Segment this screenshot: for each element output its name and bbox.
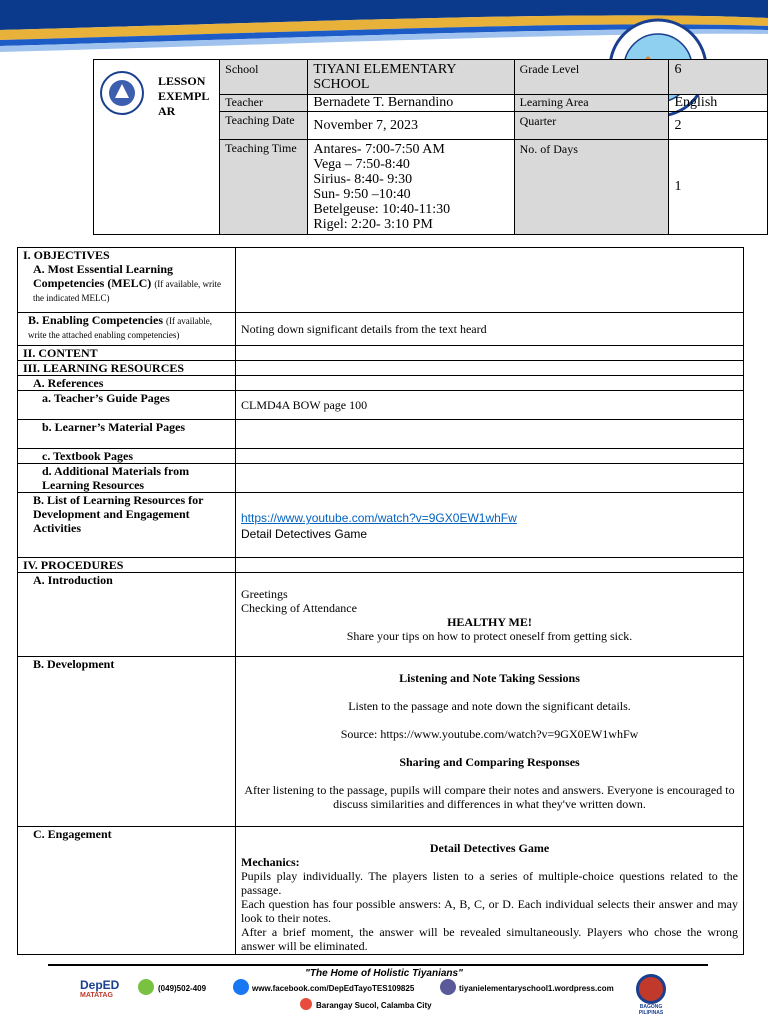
enabling-note: (If available, write the attached enabling competencies) <box>28 316 212 340</box>
lm-label: b. Learner’s Material Pages <box>18 420 236 449</box>
teacher-value: Bernadete T. Bernandino <box>308 95 514 112</box>
eng-para: After a brief moment, the answer will be revealed simultaneously. Players who chose the wrong answer will be eliminated. <box>241 925 738 953</box>
date-label: Teaching Date <box>220 112 308 140</box>
footer-motto: "The Home of Holistic Tiyanians" <box>305 968 463 979</box>
content-value <box>236 346 744 361</box>
area-value: English <box>669 95 768 112</box>
title-cell <box>94 60 220 235</box>
youtube-link[interactable]: https://www.youtube.com/watch?v=9GX0EW1whFw <box>241 511 517 525</box>
resources-heading: III. LEARNING RESOURCES <box>18 361 236 376</box>
engagement-label: C. Engagement <box>18 827 236 955</box>
eng-para: Each question has four possible answers: A, B, C, or D. Each individual selects their answer and may look to their notes. <box>241 897 738 925</box>
bagong-text: BAGONG PILIPINAS <box>638 1004 664 1016</box>
melc-value <box>236 248 744 313</box>
days-label: No. of Days <box>514 140 669 235</box>
footer-facebook[interactable]: www.facebook.com/DepEdTayoTES109825 <box>252 984 415 993</box>
footer-phone: (049)502-409 <box>158 984 207 993</box>
lesson-body-table <box>17 247 744 955</box>
title-line-2: EXEMPL <box>158 89 210 103</box>
title-line-3: AR <box>158 104 176 118</box>
dev-source: Source: https://www.youtube.com/watch?v=9GX0EW1whFw <box>340 727 639 741</box>
eng-para: Pupils play individually. The players listen to a series of multiple-choice questions related to the passage. <box>241 869 738 897</box>
facebook-icon <box>233 979 249 995</box>
references-value <box>236 376 744 391</box>
footer-divider <box>48 964 708 966</box>
tg-value: CLMD4A BOW page 100 <box>236 391 744 420</box>
area-label: Learning Area <box>514 95 669 112</box>
time-line: Rigel: 2:20- 3:10 PM <box>313 217 433 232</box>
dev-title-2: Sharing and Comparing Responses <box>399 755 580 769</box>
grade-label: Grade Level <box>514 60 669 95</box>
references-label: A. References <box>18 376 236 391</box>
title-line-1: LESSON <box>158 74 206 88</box>
bagong-pilipinas-logo <box>632 974 670 1020</box>
footer-website[interactable]: tiyanielementaryschool1.wordpress.com <box>459 984 614 993</box>
list-text: Detail Detectives Game <box>241 527 368 541</box>
dev-text-2: After listening to the passage, pupils will compare their notes and answers. Everyone is encouraged to discuss similarities and differences in what they've written down. <box>244 783 735 811</box>
school-label: School <box>220 60 308 95</box>
time-line: Sun- 9:50 –10:40 <box>313 187 411 202</box>
additional-label: d. Additional Materials from Learning Resources <box>18 464 236 493</box>
procedures-heading: IV. PROCEDURES <box>18 558 236 573</box>
date-value: November 7, 2023 <box>308 112 514 140</box>
quarter-value: 2 <box>669 112 768 140</box>
intro-value <box>236 573 744 657</box>
location-icon <box>300 998 312 1010</box>
resources-value <box>236 361 744 376</box>
deped-seal-logo <box>99 70 145 116</box>
enabling-label: B. Enabling Competencies <box>28 313 164 327</box>
tb-label: c. Textbook Pages <box>18 449 236 464</box>
enabling-value: Noting down significant details from the text heard <box>236 313 744 346</box>
teacher-label: Teacher <box>220 95 308 112</box>
melc-label: A. Most Essential Learning Competencies (MELC) <box>33 262 174 290</box>
intro-text: Share your tips on how to protect oneself from getting sick. <box>346 629 633 643</box>
time-line: Antares- 7:00-7:50 AM <box>313 142 445 157</box>
enabling-cell <box>18 313 236 346</box>
engagement-value <box>236 827 744 955</box>
additional-value <box>236 464 744 493</box>
list-label: B. List of Learning Resources for Development and Engagement Activities <box>18 493 236 558</box>
development-label: B. Development <box>18 657 236 827</box>
dev-text-1: Listen to the passage and note down the significant details. <box>348 699 631 713</box>
days-value: 1 <box>669 140 768 235</box>
intro-line: Checking of Attendance <box>241 601 357 615</box>
eng-mechanics: Mechanics: <box>241 855 300 869</box>
deped-matatag-logo <box>80 978 124 999</box>
phone-icon <box>138 979 154 995</box>
matatag-text: MATATAG <box>80 992 113 999</box>
footer-address: Barangay Sucol, Calamba City <box>316 1001 432 1010</box>
deped-logo-text: DepED <box>80 978 120 992</box>
intro-label: A. Introduction <box>18 573 236 657</box>
dev-title-1: Listening and Note Taking Sessions <box>399 671 580 685</box>
melc-note: (If available, write the indicated MELC) <box>33 279 222 303</box>
lesson-header-table <box>93 59 768 235</box>
content-heading: II. CONTENT <box>18 346 236 361</box>
tg-label: a. Teacher’s Guide Pages <box>18 391 236 420</box>
intro-title: HEALTHY ME! <box>447 615 532 629</box>
time-line: Sirius- 8:40- 9:30 <box>313 172 413 187</box>
time-label: Teaching Time <box>220 140 308 235</box>
wordpress-icon <box>440 979 456 995</box>
objectives-cell <box>18 248 236 313</box>
grade-value: 6 <box>669 60 768 95</box>
procedures-value <box>236 558 744 573</box>
development-value <box>236 657 744 827</box>
lm-value <box>236 420 744 449</box>
quarter-label: Quarter <box>514 112 669 140</box>
eng-title: Detail Detectives Game <box>429 841 550 855</box>
intro-line: Greetings <box>241 587 288 601</box>
tb-value <box>236 449 744 464</box>
school-value: TIYANI ELEMENTARY SCHOOL <box>308 60 514 95</box>
list-value <box>236 493 744 558</box>
time-line: Vega – 7:50-8:40 <box>313 157 410 172</box>
time-values <box>308 140 514 235</box>
objectives-heading: I. OBJECTIVES <box>23 248 110 262</box>
time-line: Betelgeuse: 10:40-11:30 <box>313 202 451 217</box>
